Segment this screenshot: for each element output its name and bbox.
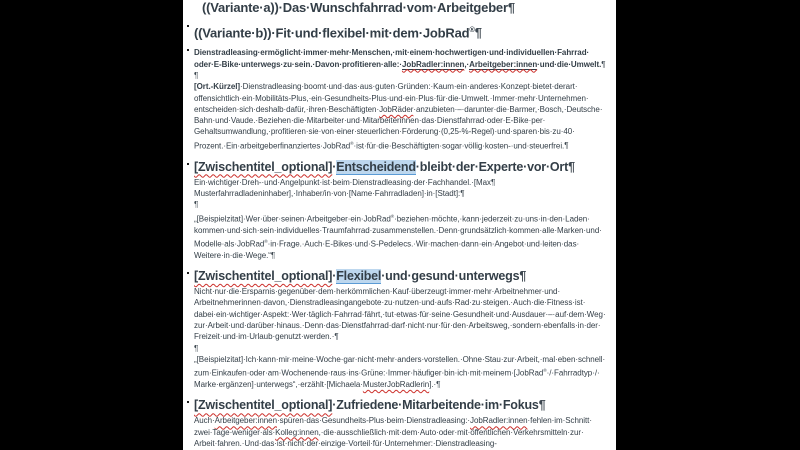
pilcrow-mark: ¶ — [194, 200, 199, 210]
paragraph[interactable] — [194, 199, 606, 210]
pilcrow-mark: ¶ — [564, 141, 569, 151]
text-run: ·​/·​Fahrradtyp·​/·​Marke·​ergänzen]·​unterwegs“,·​erzählt·​[Michaela·​ — [194, 368, 600, 390]
paragraph[interactable] — [194, 211, 606, 262]
pilcrow-mark: ¶ — [601, 59, 606, 69]
text-run: ·​bleibt·​der·​Experte·​vor·​Ort — [415, 159, 569, 174]
text-run: ((Variante·​b))·​Fit·​und·​flexibel·​mit·​dem·​JobRad — [194, 25, 470, 41]
heading[interactable] — [194, 22, 606, 41]
pilcrow-mark: ¶ — [436, 380, 441, 390]
keep-with-next-marker-icon — [187, 401, 189, 403]
text-run: Arbeitgeber:innen — [214, 416, 277, 426]
text-run: ·​und·​gesund·​unterwegs — [381, 269, 520, 284]
document-page[interactable] — [183, 0, 616, 450]
text-run: ,·​die·​ausschließlich·​mit·​dem·​Auto·​oder·​mit·​öffentlichen·​Verkehrsmitteln·​zur·​Arbeit·​fahren.·​Und·​das·​ist·​nicht·​der·​einzige·​Vorteil·​für·​Unternehmer:·​Dienstradleasing- — [194, 427, 584, 448]
text-run: ·​und·​die·​Umwelt. — [537, 59, 602, 69]
keep-with-next-marker-icon — [187, 49, 189, 51]
text-run: ·​Zufriedene·​Mitarbeitende·​im·​Fokus — [332, 398, 539, 413]
pilcrow-mark: ¶ — [460, 188, 465, 198]
heading[interactable] — [194, 160, 606, 175]
pilcrow-mark: ¶ — [519, 269, 527, 284]
pilcrow-mark: ¶ — [194, 343, 199, 353]
paragraph[interactable] — [194, 47, 606, 70]
paragraph[interactable] — [194, 81, 606, 151]
text-run: ® — [264, 238, 268, 244]
text-run: Entscheidend — [336, 159, 416, 174]
text-run: JobRadler:innen — [401, 59, 465, 69]
text-run: [Ort.-Kürzel] — [194, 82, 241, 92]
keep-with-next-marker-icon — [187, 25, 189, 27]
text-run: ·​Dienstradleasing·​boomt·​und·​das·​aus·​guten·​Gründen:·​Kaum·​ein·​anderes·​Konzept·​bietet·​derart·​offensichtlich·​ein·​Mobilitäts-Plus,·​ein·​Gesundheits-Plus·​und·​ein·​Plus·​für·​die·​Umwelt.·​Immer·​mehr·​Unternehmen·​entscheiden·​sich·​deshalb·​dafür,·​ihren·​Beschäftigten·​ — [194, 82, 589, 114]
document-body — [194, 0, 606, 449]
pilcrow-mark: ¶ — [568, 159, 575, 174]
paragraph[interactable] — [194, 354, 606, 391]
text-run: JobRäder — [379, 104, 414, 114]
text-run: ·​beziehen·​möchte,·​kann·​jederzeit·​zu·​uns·​in·​den·​Laden·​kommen·​und·​sich·​sein·​individuelles·​Traumfahrrad·​zusammenstellen.·​Denn·​grundsätzlich·​kommen·​alle·​Marken·​und·​Modelle·​als·​JobRad — [194, 214, 602, 249]
text-run: ® — [350, 140, 354, 146]
text-run: [Zwischentitel_optional] — [194, 398, 333, 413]
pilcrow-mark: ¶ — [270, 250, 276, 260]
heading[interactable] — [194, 0, 606, 16]
paragraph[interactable] — [194, 286, 606, 342]
pilcrow-mark: ¶ — [474, 25, 482, 41]
text-run: Nicht·​nur·​die·​Ersparnis·​gegenüber·​dem·​herkömmlichen·​Kauf·​überzeugt·​immer·​mehr·​Arbeitnehmer·​und·​Arbeitnehmerinnen·​davon,·​Dienstradleasingangebote·​zu·​nutzen·​und·​aufs·​Rad·​zu·​steigen.·​Auch·​die·​Fitness·​ist·​dabei·​ein·​wichtiger·​Aspekt:·​Wer·​täglich·​Fahrrad·​fährt,·​tut·​etwas·​für·​seine·​Gesundheit·​und·​Ausdauer·​–·​auf·​dem·​Weg·​zur·​Arbeit·​und·​darüber·​hinaus.·​Denn·​das·​Dienstfahrrad·​darf·​nicht·​nur·​für·​den·​Arbeitsweg,·​sondern·​ebenfalls·​in·​der·​Freizeit·​und·​im·​Urlaub·​genutzt·​werden.·​ — [194, 287, 606, 342]
text-run: Dienstradleasing·​ermöglicht·​immer·​mehr·​Menschen,·​mit·​einem·​hochwertigen·​und·​individuellen·​Fahrrad·​oder·​E-Bike·​unterwegs·​zu·​sein.·​Davon·​profitieren·​alle:·​ — [194, 48, 590, 69]
heading[interactable] — [194, 398, 606, 413]
text-run: MusterJobRadlerin — [362, 380, 430, 390]
pilcrow-mark: ¶ — [334, 332, 339, 342]
text-run: ·​ — [332, 269, 337, 284]
text-run: ® — [390, 213, 395, 219]
text-run: ·​anzubieten·​–·​darunter·​die·​Barmer,·​Bosch,·​Deutsche·​Bahn·​und·​Vaude.·​Beziehen·​die·​Mitarbeiter·​und·​Mitarbeiterinnen·​das·​Dienstfahrrad·​oder·​E-Bike·​per·​Gehaltsumwandlung,·​profitieren·​sie·​von·​einer·​steuerlichen·​Förderung·​(0,25-%-Regel)·​und·​sparen·​bis·​zu·​40·​Prozent.·​Ein·​arbeitgeberfinanziertes·​JobRad — [194, 104, 603, 151]
text-run: „[Beispielzitat]·​Ich·​kann·​mir·​meine·​Woche·​gar·​nicht·​mehr·​anders·​vorstellen.·​Ohne·​Stau·​zur·​Arbeit,·​mal·​eben·​schnell·​zum·​Einkaufen·​oder·​am·​Wochenende·​raus·​ins·​Grüne:·​Immer·​häufiger·​bin·​ich·​mit·​meinem·​[JobRad — [194, 354, 606, 378]
text-run: Kolleg:innen — [275, 427, 319, 437]
pilcrow-mark: ¶ — [490, 177, 496, 187]
paragraph[interactable] — [194, 177, 606, 188]
text-run: „[Beispielzitat]·​Wer·​über·​seinen·​Arbeitgeber·​ein·​JobRad — [194, 214, 391, 224]
text-run: [Zwischentitel_optional] — [194, 159, 333, 174]
pilcrow-mark: ¶ — [507, 0, 515, 15]
paragraph[interactable] — [194, 188, 606, 199]
text-run: Arbeitgeber:innen — [469, 59, 538, 69]
paragraph[interactable] — [194, 70, 606, 81]
pilcrow-mark: ¶ — [194, 70, 199, 80]
text-run: ® — [543, 368, 547, 374]
text-run: ·​ — [332, 159, 337, 174]
text-run: Musterfahrradladeninhaber],·​Inhaber/in·​von·​[Name·​Fahrradladen]·​in·​[Stadt]: — [194, 188, 461, 198]
paragraph[interactable] — [194, 343, 606, 354]
text-run: ·​in·​Frage.·​Auch·​E-Bikes·​und·​S-Pedelecs.·​Wir·​machen·​dann·​ein·​Angebot·​und·​leiten·​das·​Weitere·​in·​die·​Wege.“ — [194, 239, 580, 260]
text-run: ].·​ — [429, 380, 437, 390]
text-run: ,·​ — [464, 59, 470, 69]
text-run: ® — [469, 25, 475, 34]
text-run: Auch·​ — [194, 416, 215, 426]
text-run: Flexibel — [336, 269, 382, 284]
keep-with-next-marker-icon — [187, 272, 189, 274]
text-run: ·​spüren·​das·​Gesundheits-Plus·​beim·​Dienstradleasing:·​ — [276, 416, 471, 426]
pilcrow-mark: ¶ — [538, 398, 546, 413]
text-run: ·​ist·​für·​die·​Beschäftigten·​sogar·​völlig·​kosten-·​und·​steuerfrei. — [353, 141, 565, 151]
text-run: JobRadler:innen — [470, 416, 528, 426]
heading[interactable] — [194, 269, 606, 284]
text-run: [Zwischentitel_optional] — [194, 269, 333, 284]
text-run: ·​fehlen·​im·​Schnitt·​zwei·​Tage·​weniger·​als·​ — [194, 416, 592, 437]
text-run: ((Variante·​a))·​Das·​Wunschfahrrad·​vom·​Arbeitgeber — [202, 0, 508, 15]
paragraph[interactable] — [194, 415, 606, 449]
text-run: Ein·​wichtiger·​Dreh-·​und·​Angelpunkt·​ist·​beim·​Dienstradleasing·​der·​Fachhandel.·​[Max — [194, 177, 491, 187]
keep-with-next-marker-icon — [187, 163, 189, 165]
